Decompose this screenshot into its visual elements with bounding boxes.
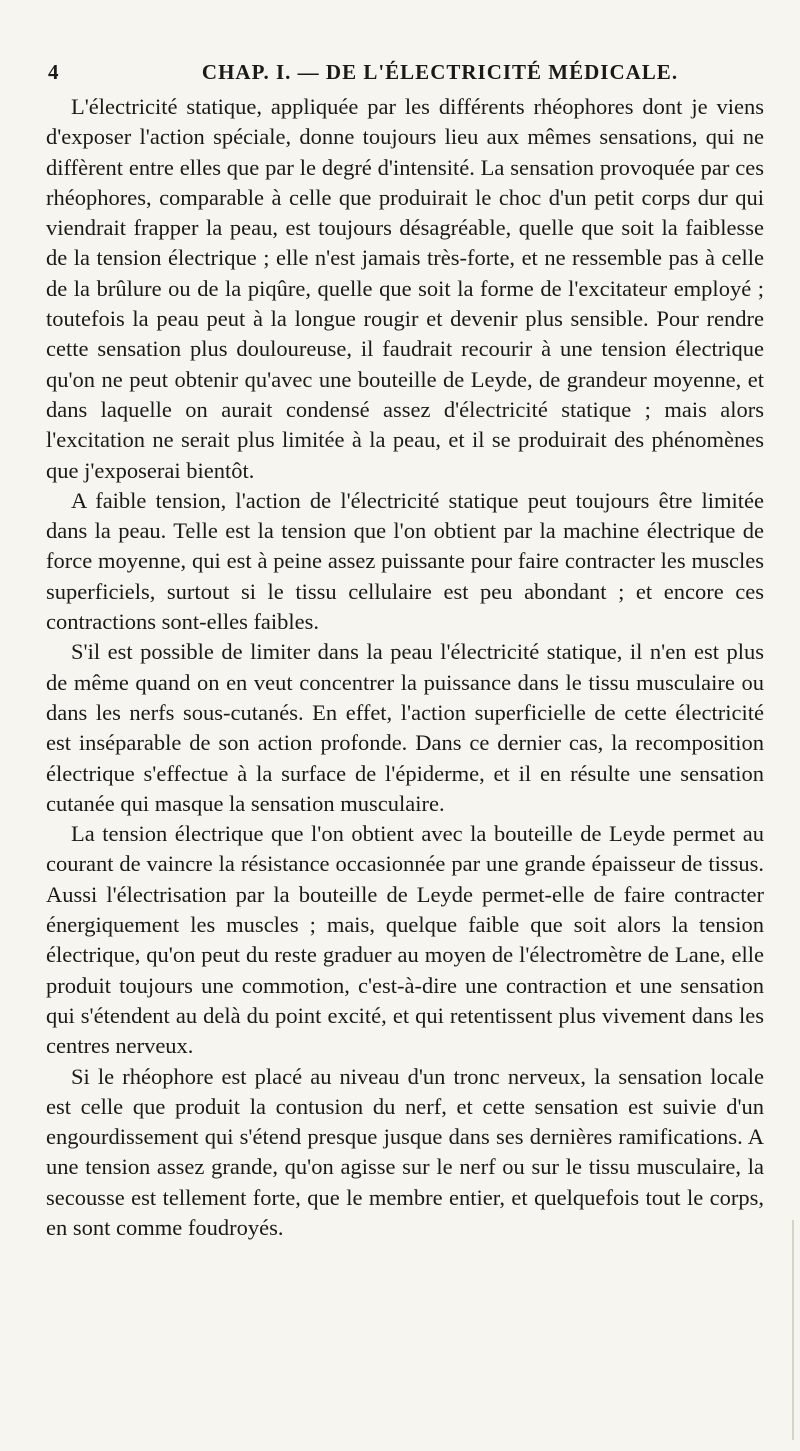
chapter-title: CHAP. I. — DE L'ÉLECTRICITÉ MÉDICALE. xyxy=(201,60,679,84)
paragraph: S'il est possible de limiter dans la peau l'électricité statique, il n'en est plus de même quand on en veut concentrer la puissance dans le tissu musculaire ou dans les nerfs sous-cutanés. En effet, l'action superficielle de cette électricité est inséparable de son action profonde. Dans ce dernier cas, la recomposition électrique s'effectue à la surface de l'épiderme, et il en résulte une sensation cutanée qui masque la sensation musculaire. xyxy=(46,639,764,816)
paragraph: La tension électrique que l'on obtient avec la bouteille de Leyde permet au courant de vaincre la résistance occasionnée par une grande épaisseur de tissus. Aussi l'électrisation par la bouteille de Leyde permet-elle de faire contracter énergiquement les muscles ; mais, quelque faible que soit alors la tension électrique, qu'on peut du reste graduer au moyen de l'électromètre de Lane, elle produit toujours une commotion, c'est-à-dire une contraction et une sensation qui s'étendent au delà du point excité, et qui retentissent plus vivement dans les centres nerveux. xyxy=(46,821,764,1059)
paragraph: Si le rhéophore est placé au niveau d'un tronc nerveux, la sensation locale est celle que produit la contusion du nerf, et cette sensation est suivie d'un engourdissement qui s'étend presque jusque dans ses dernières ramifications. A une tension assez grande, qu'on agisse sur le nerf ou sur le tissu musculaire, la secousse est tellement forte, que le membre entier, et quelquefois tout le corps, en sont comme foudroyés. xyxy=(46,1063,764,1240)
paragraph: A faible tension, l'action de l'électricité statique peut toujours être limitée dans la peau. Telle est la tension que l'on obtient par la machine électrique de force moyenne, qui est à peine assez puissante pour faire contracter les muscles superficiels, surtout si le tissu cellulaire est peu abondant ; et encore ces contractions sont-elles faibles. xyxy=(46,487,764,635)
running-head xyxy=(46,60,764,90)
body-text xyxy=(46,92,764,1243)
paragraph: L'électricité statique, appliquée par les différents rhéophores dont je viens d'exposer l'action spéciale, donne toujours lieu aux mêmes sensations, qui ne diffèrent entre elles que par le degré d'intensité. La sensation provoquée par ces rhéophores, comparable à celle que produirait le choc d'un petit corps dur qui viendrait frapper la peau, est toujours désagréable, quelle que soit la faiblesse de la tension électrique ; elle n'est jamais très-forte, et ne ressemble pas à celle de la brûlure ou de la piqûre, quelle que soit la forme de l'excitateur employé ; toutefois la peau peut à la longue rougir et devenir plus sensible. Pour rendre cette sensation plus douloureuse, il faudrait recourir à une tension électrique qu'on ne peut obtenir qu'avec une bouteille de Leyde, de grandeur moyenne, et dans laquelle on aurait condensé assez d'électricité statique ; mais alors l'excitation ne serait plus limitée à la peau, et il se produirait des phénomènes que j'exposerai bientôt. xyxy=(46,94,764,483)
page-edge-line xyxy=(792,1220,794,1440)
page-number: 4 xyxy=(48,60,59,84)
